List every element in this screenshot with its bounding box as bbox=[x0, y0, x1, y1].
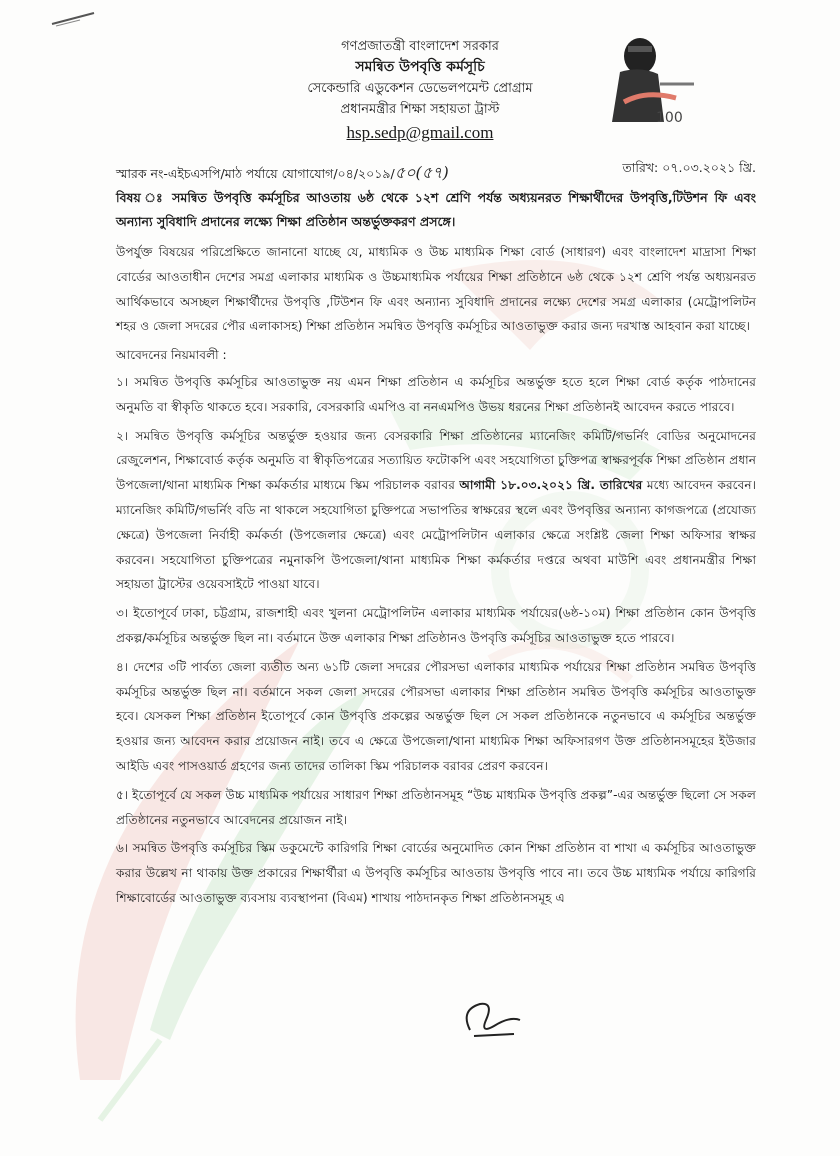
program-name: সমন্বিত উপবৃত্তি কর্মসূচি bbox=[355, 59, 485, 75]
contact-email: hsp.sedp@gmail.com bbox=[346, 123, 494, 142]
subject-line: বিষয় ঃ সমন্বিত উপবৃত্তি কর্মসূচির আওতায় ৬ষ্ঠ থেকে ১২শ শ্রেণি পর্যন্ত অধ্যয়নরত শিক্ষার্থীদের উপবৃত্তি,টিউশন ফি এবং অন্যান্য সুবিধাদি প্রদানের লক্ষ্যে শিক্ষা প্রতিষ্ঠান অন্তর্ভুক্তকরণ প্রসঙ্গে। bbox=[116, 190, 756, 229]
intro-paragraph: উপর্যুক্ত বিষয়ের পরিপ্রেক্ষিতে জানানো যাচ্ছে যে, মাধ্যমিক ও উচ্চ মাধ্যমিক শিক্ষা বোর্ড (সাধারণ) এবং বাংলাদেশ মাদ্রাসা শিক্ষা বোর্ডের আওতাধীন দেশের সমগ্র এলাকার মাধ্যমিক ও উচ্চমাধ্যমিক পর্যায়ের শিক্ষা প্রতিষ্ঠানে ৬ষ্ঠ থেকে ১২শ শ্রেণি পর্যন্ত অধ্যয়নরত আর্থিকভাবে অসচ্ছল শিক্ষার্থীদের উপবৃত্তি ,টিউশন ফি এবং অন্যান্য সুবিধাদি প্রদানের লক্ষ্যে দেশের সমগ্র এলাকার (মেট্রোপলিটন শহর ও জেলা সদরের পৌর এলাকাসহ) শিক্ষা প্রতিষ্ঠান সমন্বিত উপবৃত্তি কর্মসূচির আওতাভুক্ত করার জন্য দরখাস্ত আহবান করা যাচ্ছে। bbox=[116, 245, 756, 334]
rules-heading: আবেদনের নিয়মাবলী : bbox=[116, 348, 227, 363]
deadline-date: আগামী ১৮.০৩.২০২১ খ্রি. তারিখের bbox=[459, 478, 643, 493]
government-name: গণপ্রজাতন্ত্রী বাংলাদেশ সরকার bbox=[341, 39, 499, 54]
signature-mark bbox=[450, 990, 530, 1050]
rule-6: ৬। সমন্বিত উপবৃত্তি কর্মসূচির স্কিম ডকুমেন্টে কারিগরি শিক্ষা বোর্ডের অনুমোদিত কোন শিক্ষা প্রতিষ্ঠান বা শাখা এ কর্মসূচির আওতাভুক্ত করার উল্লেখ না থাকায় উক্ত প্রকারের শিক্ষার্থীরা এ উপবৃত্তি কর্মসূচির আওতায় উপবৃত্তি পাবে না। তবে উচ্চ মাধ্যমিক পর্যায়ে কারিগরি শিক্ষাবোর্ডের আওতাভুক্ত ব্যবসায় ব্যবস্থাপনা (বিএম) শাখায় পাঠদানকৃত শিক্ষা প্রতিষ্ঠানসমূহ এ bbox=[116, 841, 756, 905]
rule-1: ১। সমন্বিত উপবৃত্তি কর্মসূচির আওতাভুক্ত নয় এমন শিক্ষা প্রতিষ্ঠান এ কর্মসূচির অন্তর্ভুক্ত হতে হলে শিক্ষা বোর্ড কর্তৃক পাঠদানের অনুমতি বা স্বীকৃতি থাকতে হবে। সরকারি, বেসরকারি এমপিও বা ননএমপিও উভয় ধরনের শিক্ষা প্রতিষ্ঠানই আবেদন করতে পারবে। bbox=[116, 374, 756, 414]
memo-date: তারিখ: ০৭.০৩.২০২১ খ্রি. bbox=[622, 160, 756, 175]
rule-4: ৪। দেশের ৩টি পার্বত্য জেলা ব্যতীত অন্য ৬১টি জেলা সদরের পৌরসভা এলাকার মাধ্যমিক পর্যায়ের শিক্ষা প্রতিষ্ঠান সমন্বিত উপবৃত্তি কর্মসূচির অন্তর্ভুক্ত ছিল না। বর্তমানে সকল জেলা সদরের পৌরসভা এলাকার শিক্ষা প্রতিষ্ঠান সমন্বিত উপবৃত্তি কর্মসূচির আওতাভুক্ত হবে। যেসকল শিক্ষা প্রতিষ্ঠান ইতোপূর্বে কোন উপবৃত্তি প্রকল্পের অন্তর্ভুক্ত ছিল সে সকল প্রতিষ্ঠানকে নতুনভাবে এ কর্মসূচির অন্তর্ভুক্ত হওয়ার জন্য আবেদন করার প্রয়োজন নাই। তবে এ ক্ষেত্রে উপজেলা/থানা মাধ্যমিক শিক্ষা অফিসারগণ উক্ত প্রতিষ্ঠানসমূহের ইউজার আইডি এবং পাসওয়ার্ড গ্রহণের জন্য তাদের তালিকা স্কিম পরিচালক বরাবর প্রেরণ করবেন। bbox=[116, 659, 756, 773]
reference-line bbox=[116, 160, 756, 182]
svg-text:100: 100 bbox=[656, 110, 683, 126]
letter-body bbox=[116, 240, 756, 915]
rule-5: ৫। ইতোপূর্বে যে সকল উচ্চ মাধ্যমিক পর্যায়ের সাধারণ শিক্ষা প্রতিষ্ঠানসমূহ “উচ্চ মাধ্যমিক উপবৃত্তি প্রকল্প”-এর অন্তর্ভুক্ত ছিলো সে সকল প্রতিষ্ঠানের নতুনভাবে আবেদনের প্রয়োজন নাই। bbox=[116, 787, 756, 827]
memo-number: স্মারক নং-এইচএসপি/মাঠ পর্যায়ে যোগাযোগ/০৪/২০১৯/৫০(৫৭) bbox=[116, 163, 449, 182]
handwritten-number: ৫০(৫৭) bbox=[394, 163, 449, 182]
trust-name: প্রধানমন্ত্রীর শিক্ষা সহায়তা ট্রাস্ট bbox=[340, 102, 500, 117]
letterhead bbox=[240, 36, 600, 143]
sedp-name: সেকেন্ডারি এডুকেশন ডেভেলপমেন্ট প্রোগ্রাম bbox=[307, 81, 533, 96]
rule-3: ৩। ইতোপূর্বে ঢাকা, চট্টগ্রাম, রাজশাহী এবং খুলনা মেট্রোপলিটন এলাকার মাধ্যমিক পর্যায়ের(৬ষ্ঠ-১০ম) শিক্ষা প্রতিষ্ঠান কোন উপবৃত্তি প্রকল্প/কর্মসূচির অন্তর্ভুক্ত ছিল না। বর্তমানে উক্ত এলাকার শিক্ষা প্রতিষ্ঠানও উপবৃত্তি কর্মসূচির আওতাভুক্ত হতে পারবে। bbox=[116, 606, 756, 645]
mujib-centenary-logo-icon bbox=[606, 32, 698, 132]
rule-2: ২। সমন্বিত উপবৃত্তি কর্মসূচির অন্তর্ভুক্ত হওয়ার জন্য বেসরকারি শিক্ষা প্রতিষ্ঠানের ম্যানেজিং কমিটি/গভর্নিং বোডির অনুমোদনের রেজুলেশন, শিক্ষাবোর্ড কর্তৃক অনুমতি বা স্বীকৃতিপত্রের সত্যায়িত ফটোকপি এবং সহযোগিতা চুক্তিপত্র স্বাক্ষরপূর্বক শিক্ষা প্রতিষ্ঠান প্রধান উপজেলা/থানা মাধ্যমিক শিক্ষা কর্মকর্তার মাধ্যমে স্কিম পরিচালক বরাবর আগামী ১৮.০৩.২০২১ খ্রি. তারিখের মধ্যে আবেদন করবেন। ম্যানেজিং কমিটি/গভর্নিং বডি না থাকলে সহযোগিতা চুক্তিপত্রে সভাপতির স্বাক্ষরের স্থলে এবং উপবৃত্তির অন্যান্য কাগজপত্রে (প্রযোজ্য ক্ষেত্রে) উপজেলা নির্বাহী কর্মকর্তা (উপজেলার ক্ষেত্রে) এবং মেট্রোপলিটান এলাকার ক্ষেত্রে সংশ্লিষ্ট জেলা শিক্ষা অফিসার স্বাক্ষর করবেন। সহযোগিতা চুক্তিপত্রের নমুনাকপি উপজেলা/থানা মাধ্যমিক শিক্ষা কর্মকর্তার দপ্তরে অথবা মাউশি এবং প্রধানমন্ত্রীর শিক্ষা সহায়তা ট্রাস্টের ওয়েবসাইটে পাওয়া যাবে। bbox=[116, 428, 756, 592]
scan-mark bbox=[50, 10, 98, 28]
